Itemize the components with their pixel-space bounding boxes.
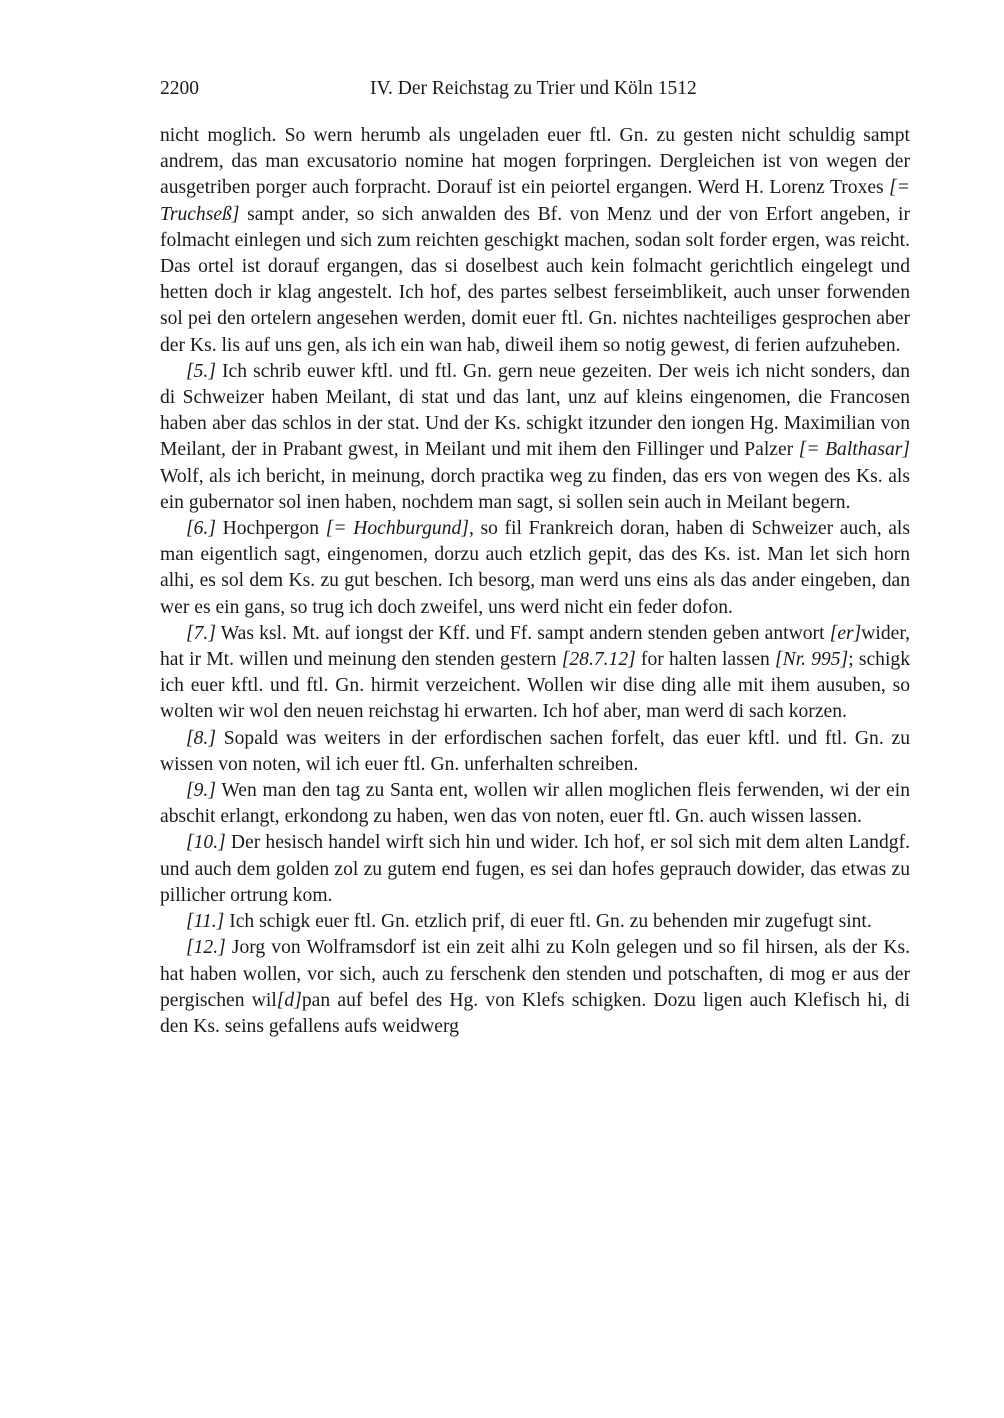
text-run: Was ksl. Mt. auf iongst der Kff. und Ff. sampt andern stenden geben antwort bbox=[215, 622, 830, 644]
text-run: Jorg von Wolframsdorf ist ein zeit alhi zu Koln gelegen und so fil hirsen, als der Ks. hat haben wollen, vor sich, auch zu ferschenk den stenden und potschaften, di mog er aus der pergischen wil bbox=[160, 937, 910, 1011]
text-run: ; schigk ich euer kftl. und ftl. Gn. hirmit verzeichent. Wollen wir dise ding alle mit ihem ausuben, so wolten wir wol den neuen reichstag hi erwarten. Ich hof aber, man werd di sach korzen. bbox=[160, 649, 910, 723]
editorial-note: [7.] bbox=[186, 622, 216, 644]
editorial-note: [11.] bbox=[186, 911, 225, 933]
editorial-note: [5.] bbox=[186, 360, 216, 382]
paragraph bbox=[160, 909, 910, 935]
text-run: Hochpergon bbox=[215, 518, 326, 540]
paragraph bbox=[160, 516, 910, 621]
editorial-note: [10.] bbox=[186, 832, 226, 854]
text-run: Sopald was weiters in der erfordischen sachen forfelt, das euer kftl. und ftl. Gn. zu wissen von noten, wil ich euer ftl. Gn. unferhalten schreiben. bbox=[160, 727, 910, 775]
text-run: wider, hat ir Mt. willen und meinung den stenden gestern bbox=[160, 622, 910, 671]
editorial-note: [12.] bbox=[186, 937, 226, 959]
document-page bbox=[160, 78, 910, 1040]
editorial-note: [9.] bbox=[186, 780, 216, 802]
editorial-note: [= Hochburgund] bbox=[325, 518, 469, 540]
editorial-note: [er] bbox=[829, 622, 862, 644]
text-run: Ich schrib euwer kftl. und ftl. Gn. gern neue gezeiten. Der weis ich nicht sonders, dan di Schweizer haben Meilant, di stat und das lant, unz auf kleins eingenomen, die Francosen haben aber das schlos in der stat. Und der Ks. schigkt itzunder den iongen Hg. Maximilian von Meilant, der in Prabant gwest, in Meilant und mit ihem den Fillinger und Palzer bbox=[160, 360, 910, 461]
page-number: 2200 bbox=[160, 78, 199, 99]
paragraph bbox=[160, 726, 910, 778]
paragraph bbox=[160, 830, 910, 909]
editorial-note: [28.7.12] bbox=[561, 649, 636, 671]
body-text bbox=[160, 123, 910, 1040]
editorial-note: [8.] bbox=[186, 727, 216, 749]
text-run: for halten lassen bbox=[635, 649, 776, 671]
text-run: Wolf, als ich bericht, in meinung, dorch practika weg zu finden, das ers von wegen des Ks. als ein gubernator sol inen haben, nochdem man sagt, si sollen sein auch in Meilant begern. bbox=[160, 465, 910, 513]
editorial-note: [6.] bbox=[186, 518, 216, 540]
editorial-note: [Nr. 995] bbox=[775, 649, 849, 671]
editorial-note: [= Balthasar] bbox=[798, 439, 910, 461]
text-run: Ich schigk euer ftl. Gn. etzlich prif, di euer ftl. Gn. zu behenden mir zugefugt sint. bbox=[224, 911, 872, 933]
paragraph bbox=[160, 778, 910, 830]
text-run: sampt ander, so sich anwalden des Bf. von Menz und der von Erfort angeben, ir folmacht einlegen und sich zum reichten geschigkt machen, sodan solt forder ergen, was reicht. Das ortel ist dorauf ergangen, das si doselbest auch kein folmacht gerichtlich eingelegt und hetten doch ir klag angestelt. Ich hof, des partes selbest ferseimblikeit, auch unser forwenden sol pei den ortelern angesehen werden, domit euer ftl. Gn. nichtes nachteiliges gesprochen aber der Ks. lis auf uns gen, als ich ein wan hab, diweil ihem so notig gewest, di ferien aufzuheben. bbox=[160, 203, 910, 356]
editorial-note: [d] bbox=[276, 989, 302, 1011]
paragraph bbox=[160, 123, 910, 359]
paragraph bbox=[160, 621, 910, 726]
paragraph bbox=[160, 359, 910, 516]
text-run: nicht moglich. So wern herumb als ungeladen euer ftl. Gn. zu gesten nicht schuldig sampt andrem, das man excusatorio nomine hat mogen forpringen. Dergleichen ist von wegen der ausgetriben porger auch forpracht. Dorauf ist ein peiortel ergangen. Werd H. Lorenz Troxes bbox=[160, 125, 910, 199]
text-run: pan auf befel des Hg. von Klefs schigken. Dozu ligen auch Klefisch hi, di den Ks. seins gefallens aufs weidwerg bbox=[160, 989, 911, 1037]
running-header bbox=[160, 78, 910, 108]
editorial-note: [= Truchseß] bbox=[160, 177, 910, 225]
text-run: , so fil Frankreich doran, haben di Schweizer auch, als man eigentlich sagt, eingenomen, dorzu auch etzlich gepit, das des Ks. ist. Man let sich horn alhi, es sol dem Ks. zu gut beschen. Ich besorg, man werd uns eins als das ander eingeben, dan wer es ein gans, so trug ich doch zweifel, uns werd nicht ein feder dofon. bbox=[160, 518, 911, 618]
text-run: Wen man den tag zu Santa ent, wollen wir allen moglichen fleis ferwenden, wi der ein abschit erlangt, erkondong zu haben, wen das von noten, euer ftl. Gn. auch wissen lassen. bbox=[160, 780, 910, 828]
paragraph bbox=[160, 935, 910, 1040]
running-title: IV. Der Reichstag zu Trier und Köln 1512 bbox=[370, 78, 697, 99]
text-run: Der hesisch handel wirft sich hin und wider. Ich hof, er sol sich mit dem alten Landgf. und auch dem golden zol zu gutem end fugen, es sei dan hofes geprauch dowider, das etwas zu pillicher ortrung kom. bbox=[160, 832, 910, 906]
